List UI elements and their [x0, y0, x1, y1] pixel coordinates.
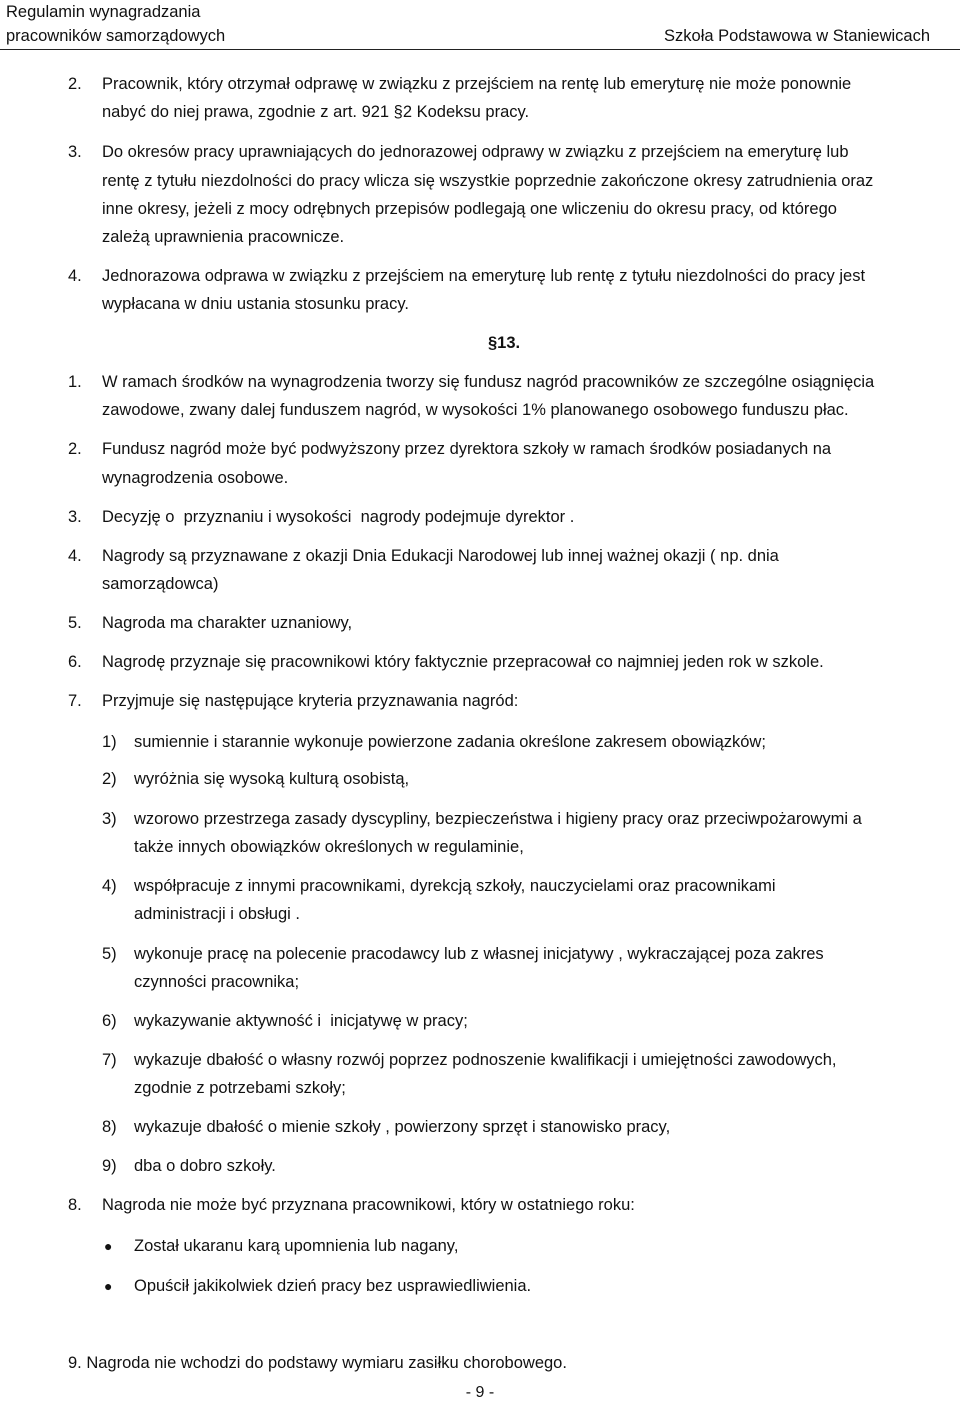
item-text-line: inne okresy, jeżeli z mocy odrębnych przepisów podlegają one wliczeniu do okresu pracy, od którego	[102, 200, 837, 218]
criterion-text-line: także innych obowiązków określonych w regulaminie,	[134, 838, 524, 856]
item-number: 6.	[68, 653, 82, 671]
bullet-text-line: Opuścił jakikolwiek dzień pracy bez usprawiedliwienia.	[134, 1277, 532, 1295]
item-text-line: Jednorazowa odprawa w związku z przejściem na emeryturę lub rentę z tytułu niezdolności do pracy jest	[102, 267, 866, 285]
item-number: 8.	[68, 1196, 82, 1214]
item-number: 2.	[68, 440, 82, 458]
header-title	[6, 0, 225, 48]
item-text-line: Nagroda nie może być przyznana pracownikowi, który w ostatniego roku:	[102, 1196, 635, 1214]
item-text-line: Decyzję o przyznaniu i wysokości nagrody podejmuje dyrektor .	[102, 508, 575, 526]
bullet-text-line: Został ukaranu karą upomnienia lub nagany,	[134, 1237, 459, 1255]
criterion-text-line: czynności pracownika;	[134, 973, 300, 991]
item-text-line: wypłacana w dniu ustania stosunku pracy.	[102, 295, 409, 313]
header-school-name: Szkoła Podstawowa w Staniewicach	[664, 27, 930, 45]
item-text-line: wynagrodzenia osobowe.	[102, 469, 289, 487]
criterion-number: 4)	[102, 877, 117, 895]
criterion-number: 1)	[102, 733, 117, 751]
criterion-number: 6)	[102, 1012, 117, 1030]
item-text-line: Pracownik, który otrzymał odprawę w związku z przejściem na rentę lub emeryturę nie może ponownie	[102, 75, 852, 93]
criterion-number: 5)	[102, 945, 117, 963]
item-number: 2.	[68, 75, 82, 93]
bullet-icon: ●	[104, 1278, 113, 1294]
criterion-text-line: wzorowo przestrzega zasady dyscypliny, bezpieczeństwa i higieny pracy oraz przeciwpożarowymi a	[134, 810, 862, 828]
item-text-line: Nagrody są przyznawane z okazji Dnia Edukacji Narodowej lub innej ważnej okazji ( np. dnia	[102, 547, 779, 565]
item-text-line: zawodowe, zwany dalej funduszem nagród, w wysokości 1% planowanego osobowego funduszu płac.	[102, 401, 849, 419]
criterion-text-line: wyróżnia się wysoką kulturą osobistą,	[134, 770, 410, 788]
item-number: 4.	[68, 267, 82, 285]
item-text-line: Do okresów pracy uprawniających do jednorazowej odprawy w związku z przejściem na emeryturę lub	[102, 143, 849, 161]
item-text-line: Nagrodę przyznaje się pracownikowi który faktycznie przepracował co najmniej jeden rok w szkole.	[102, 653, 824, 671]
criterion-text-line: wykazuje dbałość o własny rozwój poprzez podnoszenie kwalifikacji i umiejętności zawodowych,	[134, 1051, 837, 1069]
criterion-number: 3)	[102, 810, 117, 828]
item-number: 4.	[68, 547, 82, 565]
item-text-line: Nagroda ma charakter uznaniowy,	[102, 614, 353, 632]
item-number: 5.	[68, 614, 82, 632]
item-number: 3.	[68, 508, 82, 526]
header-divider	[0, 49, 960, 50]
criterion-text-line: współpracuje z innymi pracownikami, dyrekcją szkoły, nauczycielami oraz pracownikami	[134, 877, 776, 895]
item-text-line: rentę z tytułu niezdolności do pracy wlicza się wszystkie poprzednie zakończone okresy zatrudnienia oraz	[102, 172, 874, 190]
page-header	[0, 0, 960, 50]
criterion-text-line: dba o dobro szkoły.	[134, 1157, 276, 1175]
header-title-line2: pracowników samorządowych	[6, 27, 226, 45]
item-text-line: samorządowca)	[102, 575, 219, 593]
item-text-line: Przyjmuje się następujące kryteria przyznawania nagród:	[102, 692, 519, 710]
criterion-text-line: sumiennie i starannie wykonuje powierzone zadania określone zakresem obowiązków;	[134, 733, 766, 751]
item-number: 3.	[68, 143, 82, 161]
item-text-line: W ramach środków na wynagrodzenia tworzy się fundusz nagród pracowników ze szczególne osiągnięcia	[102, 373, 875, 391]
criterion-text-line: wykazywanie aktywność i inicjatywę w pracy;	[134, 1012, 468, 1030]
criterion-text-line: administracji i obsługi .	[134, 905, 300, 923]
item-text-line: 9. Nagroda nie wchodzi do podstawy wymiaru zasiłku chorobowego.	[68, 1354, 567, 1372]
section-heading: §13.	[488, 334, 521, 352]
item-text-line: zależą uprawnienia pracownicze.	[102, 228, 345, 246]
criterion-number: 7)	[102, 1051, 117, 1069]
page-number: - 9 -	[465, 1384, 495, 1401]
item-text-line: nabyć do niej prawa, zgodnie z art. 921 §2 Kodeksu pracy.	[102, 103, 530, 121]
bullet-icon: ●	[104, 1238, 113, 1254]
item-number: 1.	[68, 373, 82, 391]
item-text-line: Fundusz nagród może być podwyższony przez dyrektora szkoły w ramach środków posiadanych na	[102, 440, 832, 458]
criterion-number: 9)	[102, 1157, 117, 1175]
header-title-line1: Regulamin wynagradzania	[6, 3, 201, 21]
item-number: 7.	[68, 692, 82, 710]
criterion-number: 2)	[102, 770, 117, 788]
criterion-text-line: zgodnie z potrzebami szkoły;	[134, 1079, 346, 1097]
criterion-number: 8)	[102, 1118, 117, 1136]
criterion-text-line: wykonuje pracę na polecenie pracodawcy lub z własnej inicjatywy , wykraczającej poza zakres	[134, 945, 824, 963]
criterion-text-line: wykazuje dbałość o mienie szkoły , powierzony sprzęt i stanowisko pracy,	[134, 1118, 671, 1136]
